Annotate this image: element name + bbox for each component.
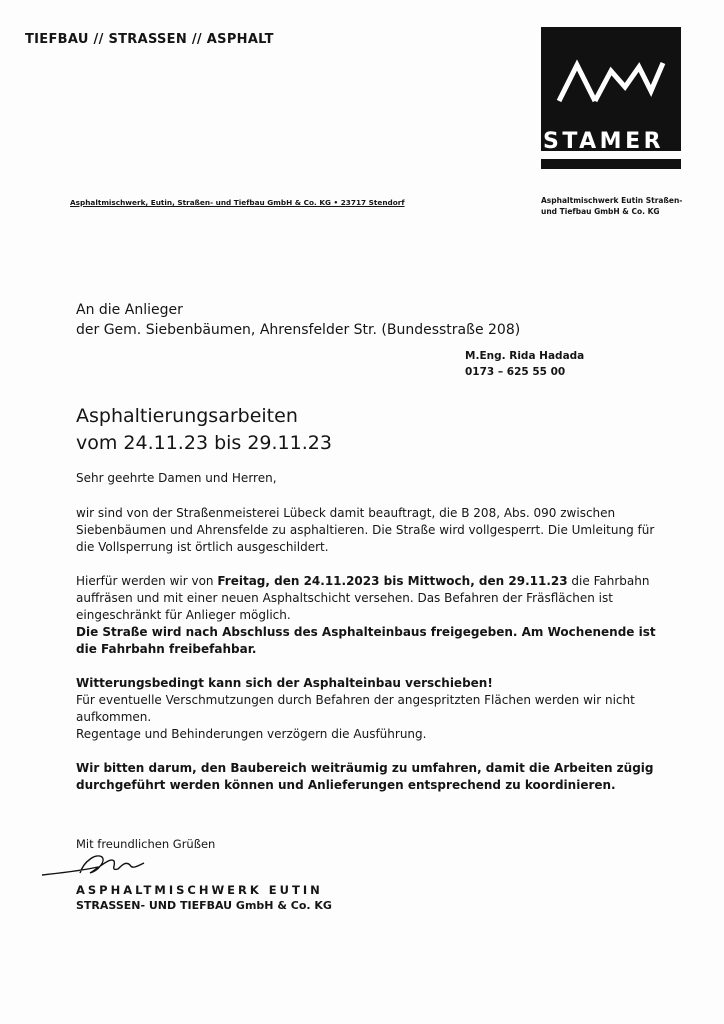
paragraph-2-rest: die Fahrbahn auffräsen und mit einer neuen Asphaltschicht versehen. Das Befahren der Fräsflächen ist eingeschränkt für Anlieger möglich. [76,574,650,622]
paragraph-2-intro: Hierfür werden wir von [76,574,218,588]
paragraph-3-line2: Für eventuelle Verschmutzungen durch Befahren der angespritzten Flächen werden wir nicht aufkommen. [76,693,635,724]
amw-logo-mark-icon [555,57,667,105]
paragraph-2 [76,573,656,624]
logo-caption-line2: und Tiefbau GmbH & Co. KG [541,207,660,216]
company-logo [541,27,681,173]
paragraph-3-bold: Witterungsbedingt kann sich der Asphalteinbau verschieben! [76,676,493,690]
letter-subject [76,403,332,457]
salutation: Sehr geehrte Damen und Herren, [76,471,277,485]
recipient-line1: An die Anlieger [76,302,183,318]
recipient-address [76,300,520,340]
contact-phone: 0173 – 625 55 00 [465,366,566,378]
subject-line1: Asphaltierungsarbeiten [76,405,298,427]
company-name-line2: STRASSEN- UND TIEFBAU GmbH & Co. KG [76,899,332,912]
company-name-line1: ASPHALTMISCHWERK EUTIN [76,883,323,897]
logo-caption [541,195,711,217]
sender-address-line: Asphaltmischwerk, Eutin, Straßen- und Tiefbau GmbH & Co. KG • 23717 Stendorf [70,198,405,207]
subject-line2: vom 24.11.23 bis 29.11.23 [76,432,332,454]
paragraph-1: wir sind von der Straßenmeisterei Lübeck damit beauftragt, die B 208, Abs. 090 zwischen Siebenbäumen und Ahrensfelde zu asphaltieren. Die Straße wird vollgesperrt. Die Umleitung für die Vollsperrung ist örtlich ausgeschildert. [76,506,655,554]
logo-caption-line1: Asphaltmischwerk Eutin Straßen- [541,196,683,205]
closing-phrase: Mit freundlichen Grüßen [76,837,216,851]
paragraph-2-bold: Die Straße wird nach Abschluss des Asphalteinbaus freigegeben. Am Wochenende ist die Fahrbahn freibefahbar. [76,625,656,656]
handwritten-signature [40,843,150,887]
logo-underline-bar [541,159,681,169]
paragraph-2-dates: Freitag, den 24.11.2023 bis Mittwoch, den 29.11.23 [217,574,568,588]
contact-block [465,348,584,380]
recipient-line2: der Gem. Siebenbäumen, Ahrensfelder Str. (Bundesstraße 208) [76,322,521,338]
paragraph-3-line3: Regentage und Behinderungen verzögern die Ausführung. [76,727,427,741]
paragraph-4: Wir bitten darum, den Baubereich weiträumig zu umfahren, damit die Arbeiten zügig durchgeführt werden können und Anlieferungen entsprechend zu koordinieren. [76,761,654,792]
header-tagline: TIEFBAU // STRASSEN // ASPHALT [25,32,274,47]
letter-body [76,470,656,794]
contact-name: M.Eng. Rida Hadada [465,350,585,362]
logo-wordmark: STAMER [543,129,665,154]
signature-icon [40,843,150,883]
